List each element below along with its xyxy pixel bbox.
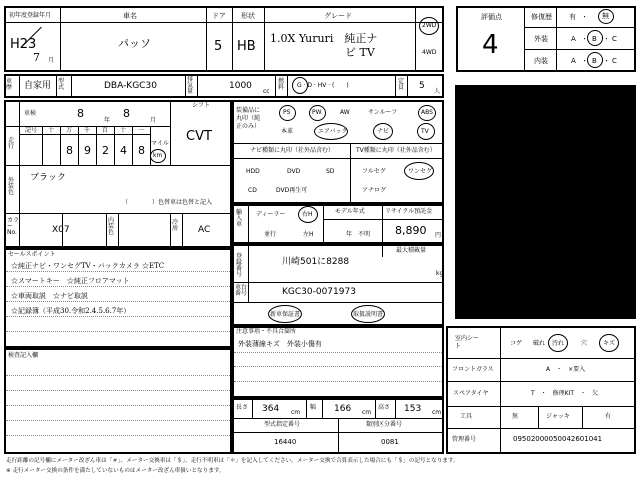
mileage-unit-mile: マイル — [151, 140, 169, 147]
equip-airbag: エアバック — [318, 128, 348, 135]
mileage-unit-km: km — [153, 152, 163, 159]
displacement-unit: cc — [263, 88, 270, 95]
shift-value: CVT — [186, 129, 212, 144]
notice-label: 注意事項・不具合箇所 — [236, 328, 297, 335]
recycle-label: リサイクル預託金 — [385, 208, 433, 215]
jack-value: 有 — [605, 413, 612, 420]
displacement-value: 1000 — [229, 81, 252, 91]
equip-pw: PW — [312, 109, 322, 116]
mileage-header-10man: 十 — [48, 127, 55, 134]
max-load-unit: kg — [436, 270, 444, 277]
ac-label: 冷房 — [172, 219, 179, 232]
model-label: 型式 — [58, 78, 65, 91]
sales-point-line: ☆純正ナビ・ワンセグTV・バックカメラ ☆ETC — [11, 262, 165, 270]
grade-label: グレード — [324, 12, 352, 20]
interior-label: 内装 — [534, 57, 548, 65]
drive-2wd: 2WD — [422, 22, 437, 29]
model-year-label: モデル年式 — [335, 208, 365, 215]
capacity-label: 定員 — [398, 78, 405, 91]
length-unit: cm — [291, 409, 301, 416]
color-code-label: カラーNo. — [7, 217, 20, 236]
registration-row — [4, 74, 444, 98]
nav-cd: CD — [248, 187, 257, 194]
recycle-unit: 円 — [435, 232, 442, 239]
doors-value: 5 — [214, 39, 223, 54]
chassis-value: KGC30-0071973 — [282, 287, 356, 297]
shape-value: HB — [237, 39, 256, 54]
color-code-value: X07 — [52, 225, 70, 235]
reg-value: 川崎501に8288 — [282, 257, 350, 267]
import-label: 輸入車 — [236, 209, 243, 228]
inspection-year: 8 — [77, 107, 84, 120]
manage-value: 09502000050042601041 — [513, 435, 603, 443]
color-note: （ ）色替車は色替と記入 — [122, 199, 213, 206]
tool-label: 工具 — [460, 413, 473, 420]
height-value: 153 — [404, 404, 422, 414]
interior-b: B — [592, 57, 597, 65]
inspection-month-unit: 月 — [150, 117, 157, 124]
inspection-year-unit: 年 — [104, 117, 111, 124]
tv-analog: アナログ — [362, 187, 387, 194]
equip-abs: ABS — [421, 109, 433, 116]
fuel-options: G · D · HV · ( ) — [297, 82, 349, 89]
exterior-label: 外装 — [534, 35, 548, 43]
equip-leather: 本革 — [281, 128, 294, 135]
mileage-digit: 8 — [66, 144, 73, 157]
mileage-digit: 2 — [102, 144, 109, 157]
manual: 取扱説明書 — [353, 311, 384, 318]
inspector-box — [4, 348, 232, 454]
sales-point-line: ☆記録簿（平成30.令和2.4.5.6.7年） — [11, 307, 131, 315]
tv-fullseg: フルセグ — [362, 168, 386, 175]
repair-label: 修復歴 — [531, 13, 552, 21]
score-value: 4 — [482, 30, 499, 60]
first-reg-month-unit: 月 — [48, 57, 55, 64]
shift-label: シフト — [192, 102, 211, 109]
import-parallel: 並行 — [264, 231, 277, 238]
nav-dvd-play: DVD再生可 — [276, 187, 308, 194]
max-load-label: 最大積載量 — [396, 247, 427, 254]
equip-aw: AW — [340, 109, 350, 116]
footer-line-2: ※ 走行メーター交換の条件を満たしていないものはメーター改ざん車扱いとなります。 — [6, 468, 225, 474]
sheet-scratch: キズ — [603, 340, 615, 347]
mileage-digit: 4 — [120, 144, 127, 157]
mileage-header-sen: 千 — [84, 127, 91, 134]
class-value: 0081 — [381, 438, 399, 446]
class-label: 類別区分番号 — [366, 421, 403, 428]
length-value: 364 — [262, 404, 280, 414]
sales-point-line: ☆スマートキー ☆純正フロアマット — [11, 277, 130, 285]
car-name-value: パッソ — [118, 37, 151, 50]
footer-line-1: 走行距離の記号欄にメーター改ざん車は「＃」、メーター交換車は「＄」、走行不明車は「＊」を記入してください。メーター交換で合算表示した場合にも「＄」の記号となります。 — [6, 458, 459, 464]
manage-label: 管理番号 — [452, 436, 477, 443]
exterior-a: A — [571, 35, 576, 43]
car-name-label: 車名 — [123, 12, 137, 20]
color-value: ブラック — [30, 173, 66, 183]
notice-box — [232, 326, 444, 398]
equip-ps: PS — [283, 109, 291, 116]
reg-label: 登録番号 — [236, 253, 243, 278]
nav-sd: SD — [326, 168, 335, 175]
first-reg-month: 7 — [33, 51, 40, 64]
nav-header: ナビ種類に丸印（社外品含む） — [250, 147, 335, 154]
interior-sheet-label: 室内シート — [455, 335, 480, 350]
mileage-header-ichi: 一 — [138, 127, 145, 134]
first-reg-label: 初年度登録年月 — [9, 12, 52, 19]
sales-point-line: ☆車両取説 ☆ナビ取説 — [11, 292, 88, 300]
equipment-label: 装備品に丸印（純正のみ） — [236, 107, 261, 130]
repair-no: 無 — [602, 12, 609, 20]
fuel-label: 燃料 — [278, 78, 285, 91]
import-right-hand: 右H — [302, 211, 313, 218]
spare-value: T ・ 修理KIT ・ 欠 — [531, 390, 599, 397]
capacity-value: 5 — [419, 81, 425, 91]
usage-value: 自家用 — [24, 81, 52, 91]
interior-a: A — [571, 57, 576, 65]
color-label: 外装色 — [8, 177, 15, 196]
notice-value: 外装薄線キズ 外装小傷有 — [238, 340, 322, 348]
grade-line-2: ビ TV — [345, 46, 375, 59]
import-left-hand: 左H — [303, 231, 314, 238]
sheet-hole: 穴 — [581, 340, 588, 347]
mileage-header-man: 万 — [66, 127, 73, 134]
width-unit: cm — [362, 409, 372, 416]
model-value: DBA-KGC30 — [104, 81, 157, 91]
type-label: 型式指定番号 — [264, 421, 301, 428]
displacement-label: 排気量 — [187, 76, 194, 95]
interior-c: C — [612, 57, 617, 65]
height-unit: cm — [432, 409, 442, 416]
height-label: 高さ — [378, 404, 391, 411]
grade-line-1: 1.0X Yururi 純正ナ — [270, 32, 378, 45]
tool-value: 無 — [512, 413, 519, 420]
drive-4wd: 4WD — [422, 49, 437, 56]
front-glass-label: フロントガラス — [452, 366, 494, 373]
mileage-header-juu: 十 — [120, 127, 127, 134]
front-glass-value: A ・ ×要入 — [546, 366, 586, 373]
exterior-b: B — [592, 35, 597, 43]
sheet-burn: コゲ — [510, 340, 523, 347]
sales-points-label: セールスポイント — [8, 251, 56, 258]
sheet-stain: 汚れ — [552, 340, 565, 347]
inspection-month: 8 — [123, 107, 130, 120]
ac-value: AC — [198, 225, 211, 235]
jack-label: ジャッキ — [546, 413, 570, 420]
width-value: 166 — [334, 404, 352, 414]
new-warranty: 新車保証書 — [270, 311, 301, 318]
doors-label: ドア — [212, 12, 226, 20]
repair-yes: 有 — [569, 13, 576, 21]
mileage-digit: 9 — [84, 144, 91, 157]
mileage-label: 走行 — [8, 137, 15, 150]
inspector-label: 検査記入欄 — [8, 352, 39, 359]
mileage-header-hyaku: 百 — [102, 127, 109, 134]
exterior-c: C — [612, 35, 617, 43]
width-label: 幅 — [310, 404, 317, 411]
mileage-header-sign: 記号 — [25, 127, 38, 134]
equip-navi: ナビ — [377, 128, 390, 135]
length-label: 長さ — [236, 404, 249, 411]
equip-tv: TV — [421, 128, 429, 135]
recycle-value: 8,890 — [395, 224, 427, 237]
import-dealer: ディーラー — [256, 211, 286, 218]
photo-redacted — [455, 85, 636, 319]
score-label: 評価点 — [481, 13, 502, 21]
plate-label: 車歴 — [6, 78, 13, 91]
type-value: 16440 — [274, 438, 297, 446]
mileage-digit: 8 — [138, 144, 145, 157]
tv-oneseg: ワンセグ — [408, 168, 433, 175]
nav-dvd: DVD — [287, 168, 301, 175]
inspection-label: 車検 — [24, 110, 37, 117]
tv-header: TV種類に丸印（社外品含む） — [356, 147, 436, 154]
model-year-value: 年 不明 — [346, 231, 371, 238]
sheet-tear: 破れ — [533, 340, 546, 347]
spare-label: スペアタイヤ — [453, 390, 489, 397]
nav-hdd: HDD — [246, 168, 260, 175]
interior-color-label: 内装色 — [108, 217, 115, 236]
shape-label: 形状 — [241, 12, 255, 20]
capacity-unit: 人 — [434, 88, 441, 95]
equip-sunroof: サンルーフ — [368, 109, 398, 116]
first-reg-era: H23 — [10, 37, 37, 52]
chassis-label: 車台番号 — [235, 284, 248, 297]
